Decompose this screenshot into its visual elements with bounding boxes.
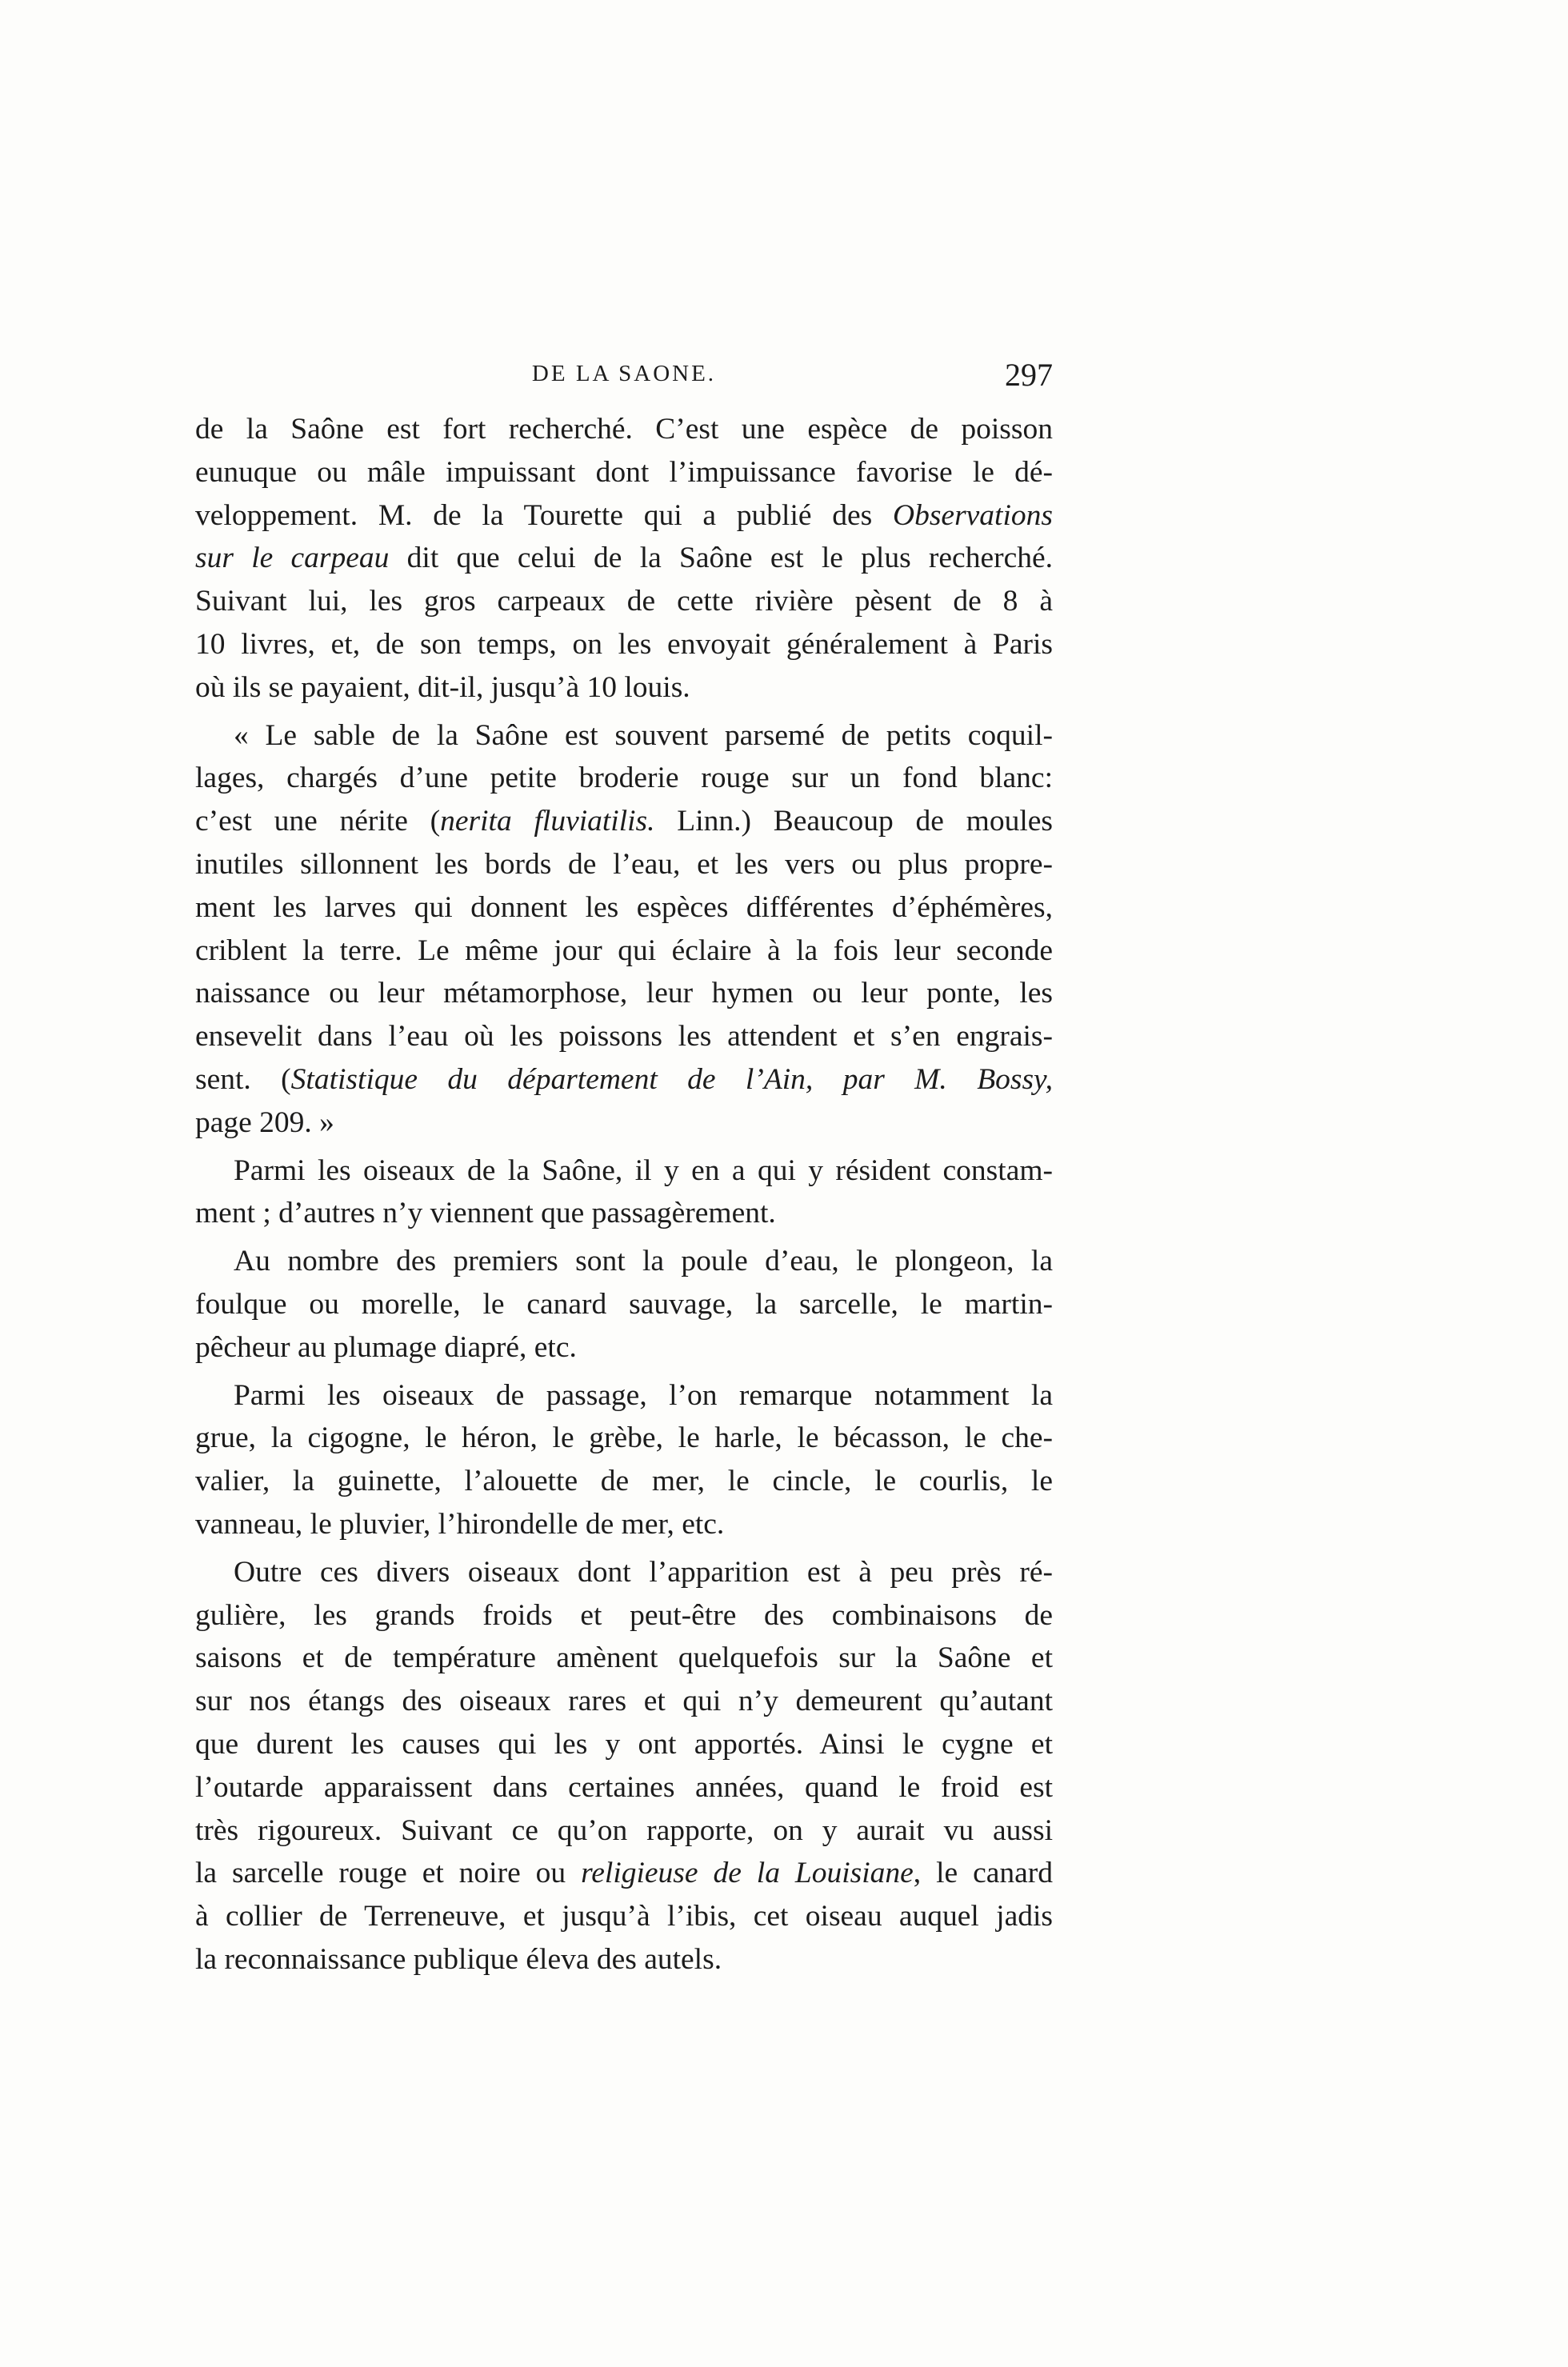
text-line: vanneau, le pluvier, l’hirondelle de mer, etc. [195,1507,725,1541]
text-line: c’est une nérite (nerita fluviatilis. Linn.) Beaucoup de moules [195,805,1053,838]
text-line: la reconnaissance publique éleva des autels. [195,1942,722,1976]
paragraph-passage [195,1374,1053,1546]
text-line: eunuque ou mâle impuissant dont l’impuissance favorise le dé- [195,455,1053,489]
text-line: de la Saône est fort recherché. C’est une espèce de poisson [195,413,1053,446]
text-line: grue, la cigogne, le héron, le grèbe, le harle, le bécasson, le che- [195,1421,1053,1455]
text-line: ment les larves qui donnent les espèces différentes d’éphémères, [195,890,1053,924]
body-text [195,408,1053,1986]
text-line: Parmi les oiseaux de passage, l’on remarque notamment la [234,1378,1053,1412]
text-line: page 209. » [195,1106,334,1139]
text-line: Suivant lui, les gros carpeaux de cette rivière pèsent de 8 à [195,585,1053,618]
text-line: « Le sable de la Saône est souvent parsemé de petits coquil- [234,718,1053,752]
text-line: inutiles sillonnent les bords de l’eau, et les vers ou plus propre- [195,847,1053,881]
text-line: lages, chargés d’une petite broderie rouge sur un fond blanc: [195,762,1053,795]
paragraph-oiseaux-rares [195,1551,1053,1981]
text-line: sur nos étangs des oiseaux rares et qui n’y demeurent qu’autant [195,1685,1053,1718]
text-line: naissance ou leur métamorphose, leur hymen ou leur ponte, les [195,977,1053,1010]
text-line: Outre ces divers oiseaux dont l’apparition est à peu près ré- [234,1555,1053,1589]
text-line: criblent la terre. Le même jour qui éclaire à la fois leur seconde [195,934,1053,967]
text-line: valier, la guinette, l’alouette de mer, le cincle, le courlis, le [195,1465,1053,1498]
text-line: gulière, les grands froids et peut-être des combinaisons de [195,1598,1053,1632]
text-line: ment ; d’autres n’y viennent que passagèrement. [195,1197,776,1230]
running-title: DE LA SAONE. [531,361,717,386]
text-line: où ils se payaient, dit-il, jusqu’à 10 louis. [195,670,690,704]
text-line: la sarcelle rouge et noire ou religieuse de la Louisiane, le canard [195,1857,1053,1890]
text-line: à collier de Terreneuve, et jusqu’à l’ibis, cet oiseau auquel jadis [195,1900,1053,1933]
paragraph-carpeau [195,408,1053,710]
text-line: foulque ou morelle, le canard sauvage, la sarcelle, le martin- [195,1287,1053,1321]
paragraph-quote-sable [195,714,1053,1145]
text-line: très rigoureux. Suivant ce qu’on rapporte, on y aurait vu aussi [195,1813,1053,1847]
text-line: sent. (Statistique du département de l’Ain, par M. Bossy, [195,1062,1053,1096]
text-line: l’outarde apparaissent dans certaines années, quand le froid est [195,1770,1053,1804]
page-number: 297 [1005,357,1053,393]
text-line: pêcheur au plumage diapré, etc. [195,1330,577,1364]
text-line: Au nombre des premiers sont la poule d’eau, le plongeon, la [234,1245,1053,1278]
page-header [195,356,1053,404]
text-line: sur le carpeau dit que celui de la Saône est le plus recherché. [195,542,1053,575]
text-line: que durent les causes qui les y ont apportés. Ainsi le cygne et [195,1727,1053,1761]
paragraph-premiers [195,1240,1053,1369]
paragraph-oiseaux-residents [195,1150,1053,1236]
text-line: Parmi les oiseaux de la Saône, il y en a qui y résident constam- [234,1154,1053,1187]
text-line: 10 livres, et, de son temps, on les envoyait généralement à Paris [195,627,1053,661]
text-line: saisons et de température amènent quelquefois sur la Saône et [195,1641,1053,1675]
text-line: ensevelit dans l’eau où les poissons les attendent et s’en engrais- [195,1020,1053,1054]
text-line: veloppement. M. de la Tourette qui a publié des Observations [195,498,1053,532]
